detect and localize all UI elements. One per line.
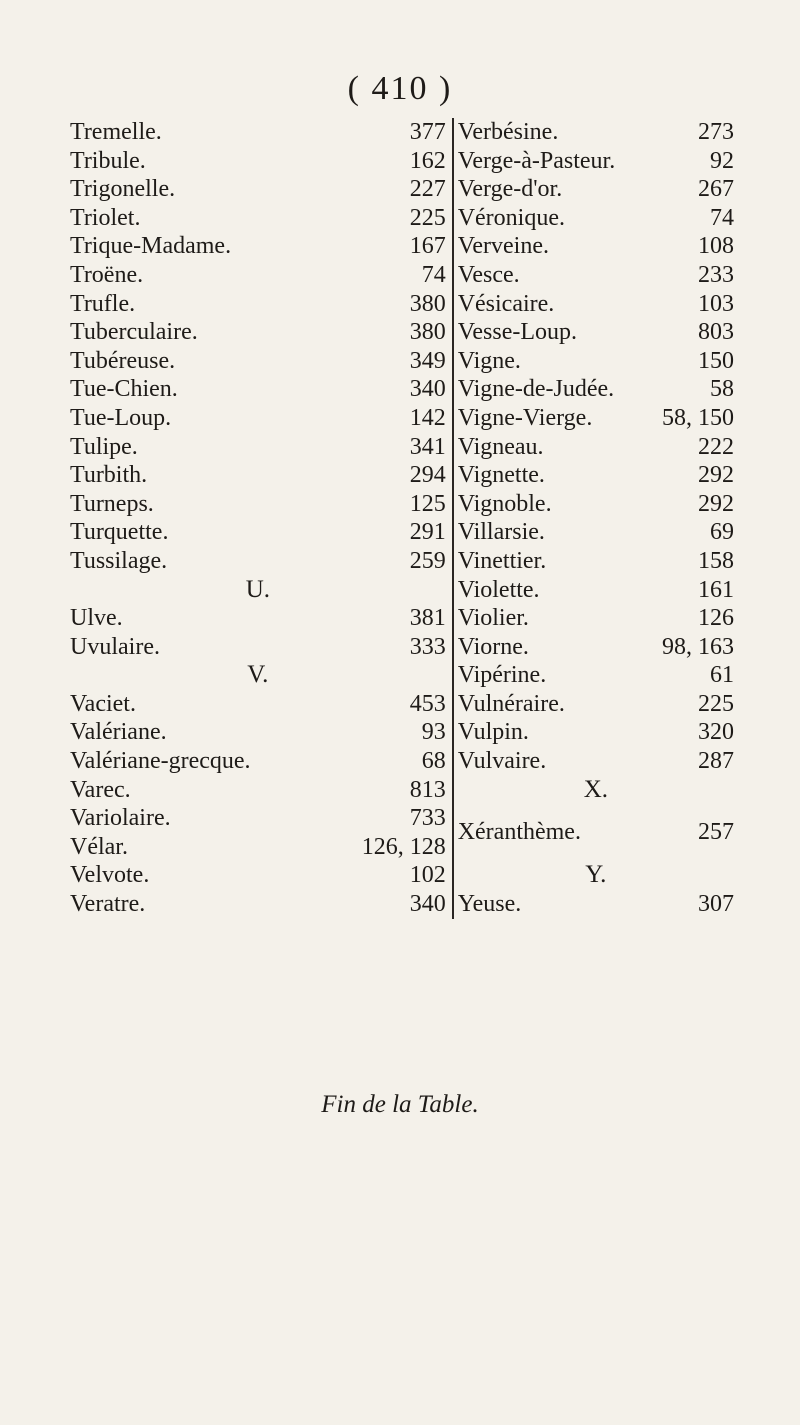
index-entry	[458, 404, 734, 433]
index-entry	[458, 804, 734, 861]
entry-page-number: 225	[698, 690, 734, 717]
index-entry	[458, 261, 734, 290]
entry-name: Vélar.	[70, 833, 128, 860]
index-entry	[70, 490, 452, 519]
entry-name: Tussilage.	[70, 547, 168, 574]
index-entry	[70, 204, 452, 233]
end-of-table-note: Fin de la Table.	[321, 1091, 479, 1118]
entry-page-number: 102	[409, 862, 446, 889]
entry-page-number: 108	[698, 233, 734, 260]
entry-page-number: 93	[421, 719, 446, 746]
index-entry	[70, 318, 452, 347]
section-letter: Y.	[585, 861, 607, 889]
index-entry	[458, 747, 734, 776]
entry-name: Tulipe.	[70, 433, 138, 460]
entry-page-number: 340	[409, 891, 446, 918]
entry-page-number: 380	[409, 319, 446, 346]
entry-name: Vesce.	[457, 261, 520, 288]
section-letter: V.	[247, 661, 269, 689]
entry-name: Violette.	[457, 576, 540, 603]
index-entry	[458, 604, 734, 633]
index-entry	[458, 290, 734, 319]
index-entry	[458, 633, 734, 662]
page-header: ( 410 )	[347, 70, 453, 107]
entry-name: Xéranthème.	[457, 819, 581, 846]
entry-name: Varec.	[70, 776, 131, 803]
entry-name: Vésicaire.	[457, 290, 555, 317]
index-entry	[70, 261, 452, 290]
entry-page-number: 68	[421, 748, 446, 775]
entry-page-number: 161	[698, 576, 734, 603]
entry-page-number: 126	[698, 605, 734, 632]
index-entry	[70, 747, 452, 776]
index-entry	[458, 690, 734, 719]
entry-name: Vigne-Vierge.	[457, 404, 593, 431]
index-entry	[458, 175, 734, 204]
entry-name: Trique-Madame.	[70, 233, 232, 260]
entry-page-number: 380	[409, 290, 446, 317]
index-entry	[70, 375, 452, 404]
index-entry	[458, 890, 734, 919]
entry-page-number: 125	[409, 490, 446, 517]
index-entry	[70, 518, 452, 547]
index-entry	[70, 861, 452, 890]
entry-page-number: 292	[698, 490, 734, 517]
entry-name: Valériane-grecque.	[70, 748, 251, 775]
entry-name: Vinettier.	[457, 547, 547, 574]
entry-page-number: 167	[409, 233, 446, 260]
index-entry	[458, 375, 734, 404]
entry-page-number: 320	[698, 719, 734, 746]
entry-page-number: 287	[698, 748, 734, 775]
index-entry	[458, 461, 734, 490]
entry-page-number: 233	[698, 261, 734, 288]
entry-name: Tremelle.	[70, 119, 162, 145]
entry-name: Villarsie.	[457, 519, 545, 546]
entry-page-number: 341	[409, 433, 446, 460]
entry-page-number: 307	[698, 891, 734, 918]
entry-name: Véronique.	[457, 204, 565, 231]
entry-name: Vesse-Loup.	[457, 319, 577, 346]
entry-page-number: 225	[409, 204, 446, 231]
index-table	[70, 118, 734, 919]
index-entry	[458, 661, 734, 690]
entry-page-number: 292	[698, 462, 734, 489]
entry-page-number: 222	[698, 433, 734, 460]
entry-name: Valériane.	[70, 719, 167, 746]
entry-page-number: 74	[710, 204, 734, 231]
entry-name: Velvote.	[70, 862, 150, 889]
entry-page-number: 273	[698, 119, 734, 145]
entry-name: Troëne.	[70, 261, 144, 288]
entry-page-number: 142	[409, 404, 446, 431]
entry-page-number: 58	[710, 376, 734, 403]
entry-name: Vigneau.	[457, 433, 544, 460]
entry-page-number: 61	[710, 662, 734, 689]
index-entry	[70, 404, 452, 433]
entry-name: Yeuse.	[457, 891, 522, 918]
entry-name: Trigonelle.	[70, 176, 176, 203]
index-entry	[70, 433, 452, 462]
index-entry	[70, 633, 452, 662]
index-entry	[458, 576, 734, 605]
entry-page-number: 69	[710, 519, 734, 546]
index-entry	[458, 118, 734, 147]
entry-page-number: 103	[698, 290, 734, 317]
entry-page-number: 227	[409, 176, 446, 203]
index-entry	[70, 690, 452, 719]
index-entry	[70, 890, 452, 919]
entry-name: Vignette.	[457, 462, 545, 489]
entry-page-number: 98, 163	[662, 633, 734, 660]
entry-page-number: 377	[409, 119, 446, 145]
entry-name: Uvulaire.	[70, 633, 160, 660]
entry-name: Tuberculaire.	[70, 319, 198, 346]
index-entry	[458, 490, 734, 519]
entry-name: Vipérine.	[457, 662, 547, 689]
entry-page-number: 267	[698, 176, 734, 203]
entry-name: Verge-à-Pasteur.	[457, 147, 616, 174]
entry-page-number: 294	[409, 462, 446, 489]
entry-name: Vaciet.	[70, 690, 136, 717]
entry-name: Violier.	[457, 605, 529, 632]
entry-page-number: 803	[698, 319, 734, 346]
index-entry	[458, 147, 734, 176]
entry-name: Vulnéraire.	[457, 690, 565, 717]
entry-name: Vigne-de-Judée.	[457, 376, 615, 403]
index-entry	[70, 804, 452, 833]
index-entry	[458, 518, 734, 547]
index-entry	[70, 833, 452, 862]
index-entry	[458, 547, 734, 576]
index-column-right	[452, 118, 734, 919]
entry-name: Viorne.	[457, 633, 529, 660]
index-entry	[70, 347, 452, 376]
index-entry	[70, 461, 452, 490]
entry-page-number: 381	[409, 605, 446, 632]
index-entry	[70, 118, 452, 147]
index-entry	[70, 547, 452, 576]
index-entry	[70, 147, 452, 176]
index-entry	[70, 175, 452, 204]
section-letter: U.	[245, 575, 270, 603]
entry-name: Turquette.	[70, 519, 169, 546]
entry-page-number: 291	[409, 519, 446, 546]
entry-name: Trufle.	[70, 290, 136, 317]
index-entry	[458, 347, 734, 376]
index-entry	[458, 433, 734, 462]
entry-page-number: 349	[409, 347, 446, 374]
index-entry	[70, 290, 452, 319]
entry-name: Verbésine.	[457, 119, 559, 145]
entry-name: Ulve.	[70, 605, 123, 632]
entry-name: Tribule.	[70, 147, 146, 174]
entry-page-number: 162	[409, 147, 446, 174]
index-entry	[458, 232, 734, 261]
entry-page-number: 158	[698, 547, 734, 574]
entry-page-number: 92	[710, 147, 734, 174]
entry-page-number: 74	[421, 261, 446, 288]
entry-name: Turneps.	[70, 490, 154, 517]
index-column-left	[70, 118, 452, 919]
entry-name: Triolet.	[70, 204, 141, 231]
entry-name: Tue-Chien.	[70, 376, 178, 403]
index-entry	[70, 718, 452, 747]
entry-page-number: 257	[698, 819, 734, 846]
entry-page-number: 453	[409, 690, 446, 717]
entry-name: Variolaire.	[70, 805, 171, 832]
entry-name: Vulpin.	[457, 719, 529, 746]
entry-page-number: 340	[409, 376, 446, 403]
index-entry	[458, 204, 734, 233]
index-entry	[458, 318, 734, 347]
index-entry	[70, 604, 452, 633]
index-entry	[458, 718, 734, 747]
entry-name: Veratre.	[70, 891, 146, 918]
entry-name: Verge-d'or.	[457, 176, 563, 203]
index-entry	[70, 776, 452, 805]
section-letter: X.	[583, 775, 608, 803]
entry-page-number: 733	[409, 805, 446, 832]
index-entry	[70, 232, 452, 261]
entry-name: Vigne.	[457, 347, 521, 374]
entry-name: Tue-Loup.	[70, 404, 172, 431]
entry-page-number: 150	[698, 347, 734, 374]
entry-name: Tubéreuse.	[70, 347, 176, 374]
entry-page-number: 333	[409, 633, 446, 660]
entry-name: Verveine.	[457, 233, 549, 260]
entry-name: Turbith.	[70, 462, 148, 489]
entry-page-number: 126, 128	[361, 833, 446, 860]
entry-page-number: 58, 150	[662, 404, 734, 431]
entry-page-number: 259	[409, 547, 446, 574]
entry-page-number: 813	[409, 776, 446, 803]
entry-name: Vignoble.	[457, 490, 552, 517]
entry-name: Vulvaire.	[457, 748, 547, 775]
